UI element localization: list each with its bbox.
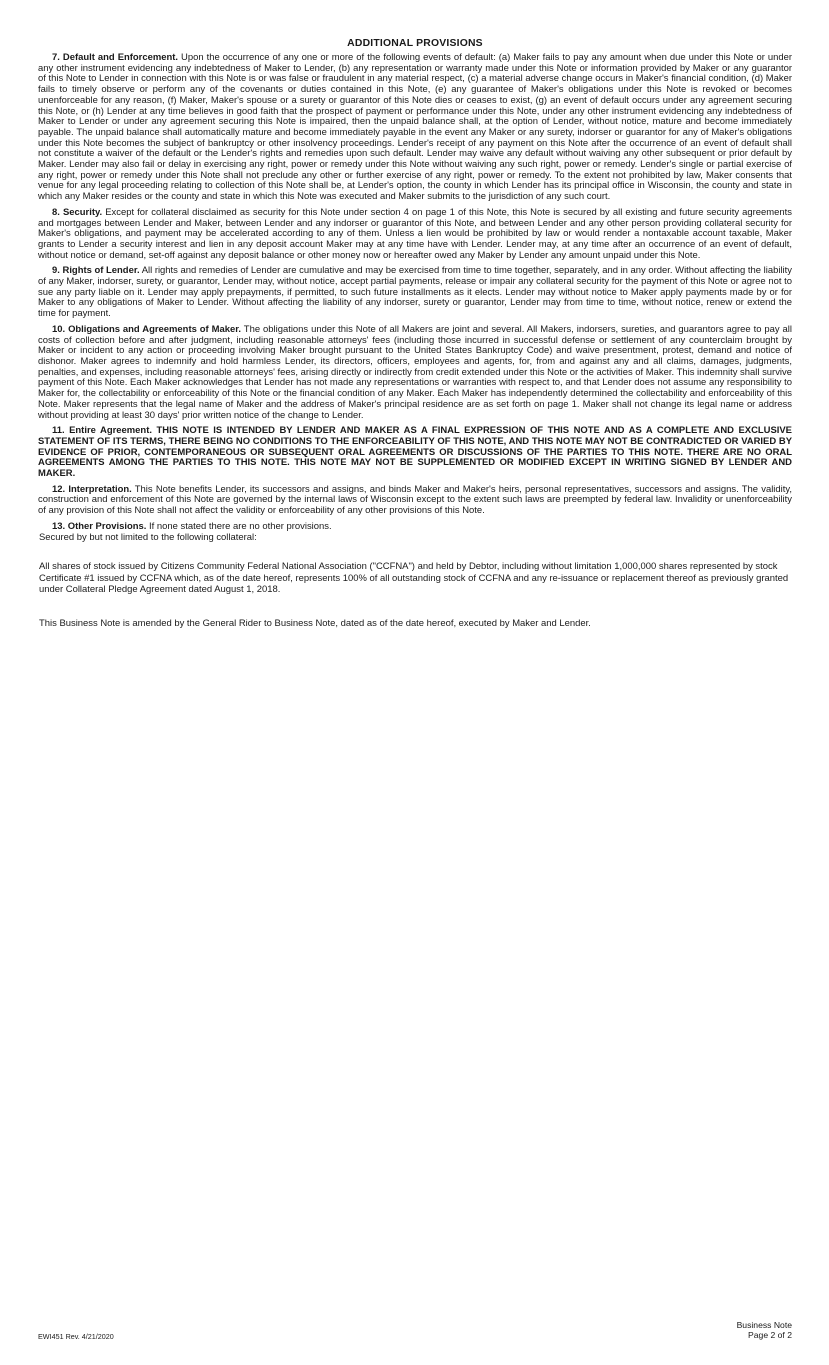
section-heading: 8. Security. (52, 206, 103, 218)
section-other-provisions (38, 522, 792, 533)
section-heading: 9. Rights of Lender. (52, 265, 140, 277)
section-heading: 7. Default and Enforcement. (52, 52, 179, 63)
page-footer (737, 1320, 792, 1340)
section-body: Except for collateral disclaimed as security for this Note under section 4 on page 1 of this Note, this Note is secured by all existing and future security agreements and mortgages between Lender and Maker, between Lender and any indorser or guarantor of this Note, and between Lender and any other person providing collateral security for Maker's obligations, and payment may be accelerated according to any of them. Unless a lien would be prohibited by law or would render a nontaxable account taxable, Maker grants to Lender a security interest and lien in any deposit account Maker may at any time have with Lender. Lender may, at any time after an occurrence of an event of default, without notice or demand, set-off against any deposit balance or other money now or hereafter owed any Maker by Lender any amount unpaid under this Note. (38, 206, 792, 261)
section-heading: 12. Interpretation. (52, 483, 132, 495)
section-body: The obligations under this Note of all Makers are joint and several. All Makers, indorsers, sureties, and guarantors agree to pay all costs of collection before and after judgment, including reasonable attorneys' fees (including those incurred in successful defense or settlement of any counterclaim brought by Maker or incident to any action or proceeding involving Maker brought pursuant to the United States Bankruptcy Code) and waive presentment, protest, demand and notice of dishonor. Maker agrees to indemnify and hold harmless Lender, its directors, officers, employees and agents, for, from and against any and all claims, damages, judgments, penalties, and expenses, including reasonable attorneys' fees, arising directly or indirectly from credit extended under this Note or the activities of Maker. This indemnity shall survive payment of this Note. Each Maker acknowledges that Lender has not made any representations or warranties with respect to, and that Lender does not assume any responsibility to Maker for, the collectability or enforceability of this Note or the financial condition of any Maker. Each Maker has independently determined the collectability and enforceability of this Note. Maker represents that the legal name of Maker and the address of Maker's principal residence are as set forth on page 1. Maker shall not change its legal name or address without providing at least 30 days' prior written notice of the change to Lender. (38, 323, 792, 421)
section-body: This Note benefits Lender, its successors and assigns, and binds Maker and Maker's heirs, personal representatives, successors and assigns. The validity, construction and enforcement of this Note are governed by the internal laws of Wisconsin except to the extent such laws are preempted by federal law. Invalidity or unenforceability of any provision of this Note shall not affect the validity or enforceability of any other provisions of this Note. (38, 483, 792, 517)
rider-amendment-note: This Business Note is amended by the General Rider to Business Note, dated as of the date hereof, executed by Maker and Lender. (39, 618, 591, 630)
document-name: Business Note (736, 1320, 792, 1330)
section-rights-of-lender (38, 266, 792, 320)
document-page (38, 38, 792, 629)
section-heading: 13. Other Provisions. (52, 520, 147, 532)
section-body: Upon the occurrence of any one or more of the following events of default: (a) Maker fails to pay any amount when due under this Note or under any other instrument evidencing any indebtedness of Maker to Lender, (b) any representation or warranty made under this Note or information provided by Maker or any guarantor of this Note to Lender in connection with this Note is or was false or fraudulent in any material respect, (c) a material adverse change occurs in Maker's financial condition, (d) Maker fails to timely observe or perform any of the covenants or duties contained in this Note, (e) any guarantee of Maker's obligations under this Note is revoked or becomes unenforceable for any reason, (f) Maker, Maker's spouse or a surety or guarantor of this Note dies or ceases to exist, (g) an event of default occurs under any agreement securing this Note, or (h) Lender at any time believes in good faith that the prospect of payment or performance under this Note, under any other instrument evidencing any indebtedness of Maker to Lender or under any agreement securing this Note is impaired, then the unpaid balance shall, at the option of Lender, without notice, mature and become immediately payable. The unpaid balance shall automatically mature and become immediately payable in the event any Maker or any surety, indorser or guarantor for any of Maker's obligations under this Note becomes the subject of bankruptcy or other insolvency proceedings. Lender's receipt of any payment on this Note after the occurrence of an event of default shall not constitute a waiver of the default or the Lender's rights and remedies upon such default. Lender may waive any default without waiving any other subsequent or prior default by Maker. Lender may also fail or delay in exercising any right, power or remedy under this Note without waiving any such right, power or remedy. Lender's single or partial exercise of any right, power or remedy under this Note shall not preclude any other or further exercise of any right, power or remedy. To the extent not prohibited by law, Maker consents that venue for any legal proceeding relating to collection of this Note shall be, at Lender's option, the county in which Lender has its principal office in Wisconsin, the county and state in which any Maker resides or the county and state in which this Note was executed and Maker submits to the jurisdiction of any such court. (38, 52, 792, 203)
section-obligations-of-maker (38, 325, 792, 421)
section-security (38, 208, 792, 262)
section-entire-agreement (38, 426, 792, 480)
section-heading: 11. Entire Agreement. (52, 425, 152, 437)
section-body: If none stated there are no other provisions. (146, 520, 332, 532)
secured-by-line: Secured by but not limited to the following collateral: (39, 531, 257, 543)
collateral-description: All shares of stock issued by Citizens Community Federal National Association ("CCFNA") and held by Debtor, including without limitation 1,000,000 shares represented by stock Certificate #1 issued by CCFNA which, as of the date hereof, represents 100% of all outstanding stock of CCFNA and any re-issuance or replacement thereof as previously granted under Collateral Pledge Agreement dated August 1, 2018. (39, 561, 789, 595)
section-body: All rights and remedies of Lender are cumulative and may be exercised from time to time together, separately, and in any order. Without affecting the liability of any Maker, indorser, surety, or guarantor, Lender may, without notice, accept partial payments, release or impair any collateral security for the payment of this Note or agree not to sue any party liable on it. Lender may apply prepayments, if permitted, to such future installments as it elects. Lender may without notice to Maker apply payments made by or for Maker to any obligations of Maker to Lender. Without affecting the liability of any indorser, surety or guarantor, Lender may from time to time, without notice, renew or extend the time for payment. (38, 265, 792, 320)
section-heading: 10. Obligations and Agreements of Maker. (52, 323, 242, 335)
section-interpretation (38, 485, 792, 517)
page-number: Page 2 of 2 (748, 1330, 792, 1341)
form-revision-id: EWI451 Rev. 4/21/2020 (38, 1332, 114, 1341)
section-body: THIS NOTE IS INTENDED BY LENDER AND MAKER AS A FINAL EXPRESSION OF THIS NOTE AND AS A COMPLETE AND EXCLUSIVE STATEMENT OF ITS TERMS, THERE BEING NO CONDITIONS TO THE ENFORCEABILITY OF THIS NOTE, AND THIS NOTE MAY NOT BE CONTRADICTED OR VARIED BY EVIDENCE OF PRIOR, CONTEMPORANEOUS OR SUBSEQUENT ORAL AGREEMENTS OR DISCUSSIONS OF THE PARTIES TO THIS NOTE. THERE ARE NO ORAL AGREEMENTS AMONG THE PARTIES TO THIS NOTE. THIS NOTE MAY NOT BE SUPPLEMENTED OR MODIFIED EXCEPT IN WRITING SIGNED BY LENDER AND MAKER. (38, 425, 792, 480)
section-default-enforcement (38, 53, 792, 203)
page-title: ADDITIONAL PROVISIONS (347, 38, 483, 49)
